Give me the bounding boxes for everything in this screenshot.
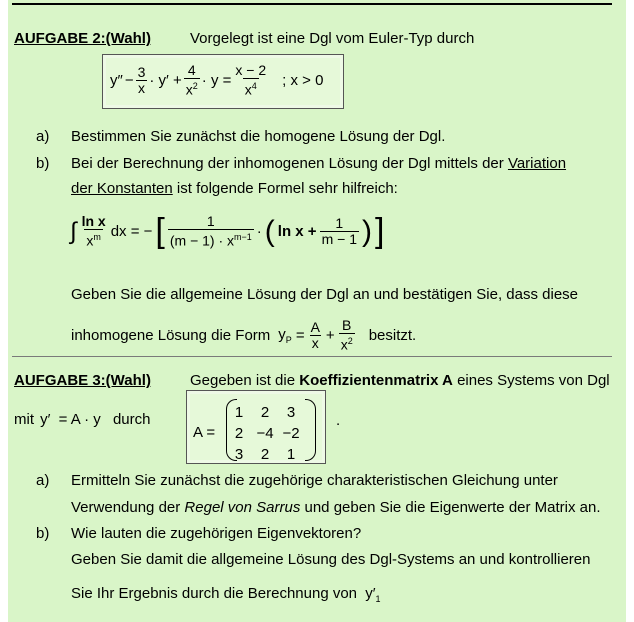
euler-equation bbox=[110, 63, 323, 98]
task3-system: mit y′ = A · y durch bbox=[14, 411, 151, 428]
matrix-cell: 3 bbox=[234, 446, 244, 463]
top-rule bbox=[12, 3, 612, 5]
form-A-over-x: $\frac{A}{x}$ bbox=[310, 318, 320, 351]
formula-lhs-fraction: $\frac{\text{ln x}}{x^m}$ bbox=[81, 213, 106, 249]
eq-coef1: $\frac{3}{x}$ bbox=[137, 63, 146, 96]
integral-formula: ∫ $\frac{\text{ln x}}{x^m}$ dx = − [ $\frac{1}{(m - 1) \cdot x^{m-1}}$ · ( ln x + $\frac{1}{m - 1}$ ) ] bbox=[70, 212, 385, 250]
task3-intro: Gegeben ist die Koeffizientenmatrix A eines Systems von Dgl bbox=[190, 372, 610, 389]
task3-a-label: a) bbox=[36, 472, 50, 489]
task2-b-label: b) bbox=[36, 155, 50, 172]
integral-sign: ∫ bbox=[70, 217, 77, 245]
matrix-cell: −4 bbox=[256, 425, 274, 442]
formula-frac2: $\frac{1}{m - 1}$ bbox=[321, 215, 357, 247]
task3-heading: AUFGABE 3:(Wahl) bbox=[14, 372, 151, 389]
matrix-cell: −2 bbox=[282, 425, 300, 442]
matrix-cell: 1 bbox=[286, 446, 296, 463]
matrix-period: . bbox=[336, 412, 341, 429]
task3-b-label: b) bbox=[36, 525, 50, 542]
matrix-cell: 1 bbox=[234, 404, 244, 421]
eq-dot-y: · y = bbox=[201, 71, 232, 89]
form-B-over-x2: $\frac{B}{x^2}$ bbox=[340, 317, 353, 353]
task3-a-line2: Verwendung der Regel von Sarrus und geben Sie die Eigenwerte der Matrix an. bbox=[71, 499, 601, 516]
matrix-cell: 2 bbox=[234, 425, 244, 442]
matrix-right-paren bbox=[305, 399, 316, 461]
eq-condition: ; x > 0 bbox=[282, 71, 324, 89]
task3-a-line1: Ermitteln Sie zunächst die zugehörige charakteristischen Gleichung unter bbox=[71, 472, 558, 489]
eq-rhs: $\frac{x - 2}{x^4}$ bbox=[235, 62, 267, 98]
task2-intro: Vorgelegt ist eine Dgl vom Euler-Typ durch bbox=[190, 30, 475, 47]
eq-coef2: $\frac{4}{x^2}$ bbox=[185, 62, 198, 98]
matrix-cell: 3 bbox=[286, 404, 296, 421]
eq-y2: y″ bbox=[110, 71, 123, 89]
task2-form-line: inhomogene Lösung die Form $y_P$ = $\frac{A}{x}$ + $\frac{B}{x^2}$ besitzt. bbox=[71, 317, 417, 353]
section-divider bbox=[12, 356, 612, 357]
eq-dot-yp: · y′ + bbox=[149, 71, 182, 89]
matrix-label: A = bbox=[193, 424, 216, 441]
task2-a-label: a) bbox=[36, 128, 50, 145]
matrix-cell: 2 bbox=[260, 404, 270, 421]
task3-b-line1: Wie lauten die zugehörigen Eigenvektoren? bbox=[71, 525, 362, 542]
task2-general-line: Geben Sie die allgemeine Lösung der Dgl an und bestätigen Sie, dass diese bbox=[71, 286, 579, 303]
task2-b-line1: Bei der Berechnung der inhomogenen Lösung der Dgl mittels der Variation bbox=[71, 155, 567, 172]
task2-heading: AUFGABE 2:(Wahl) bbox=[14, 30, 151, 47]
task2-b-line2: der Konstanten ist folgende Formel sehr hilfreich: bbox=[71, 180, 398, 197]
eq-minus: − bbox=[124, 71, 134, 89]
task2-a-text: Bestimmen Sie zunächst die homogene Lösung der Dgl. bbox=[71, 128, 446, 145]
task3-b-line2: Geben Sie damit die allgemeine Lösung des Dgl-Systems an und kontrollieren bbox=[71, 551, 591, 568]
formula-frac1: $\frac{1}{(m - 1) \cdot x^{m-1}}$ bbox=[169, 213, 252, 249]
task3-b-line3: Sie Ihr Ergebnis durch die Berechnung von $y'_1$ bbox=[71, 585, 381, 604]
matrix-cell: 2 bbox=[260, 446, 270, 463]
coefficient-matrix bbox=[226, 404, 304, 463]
